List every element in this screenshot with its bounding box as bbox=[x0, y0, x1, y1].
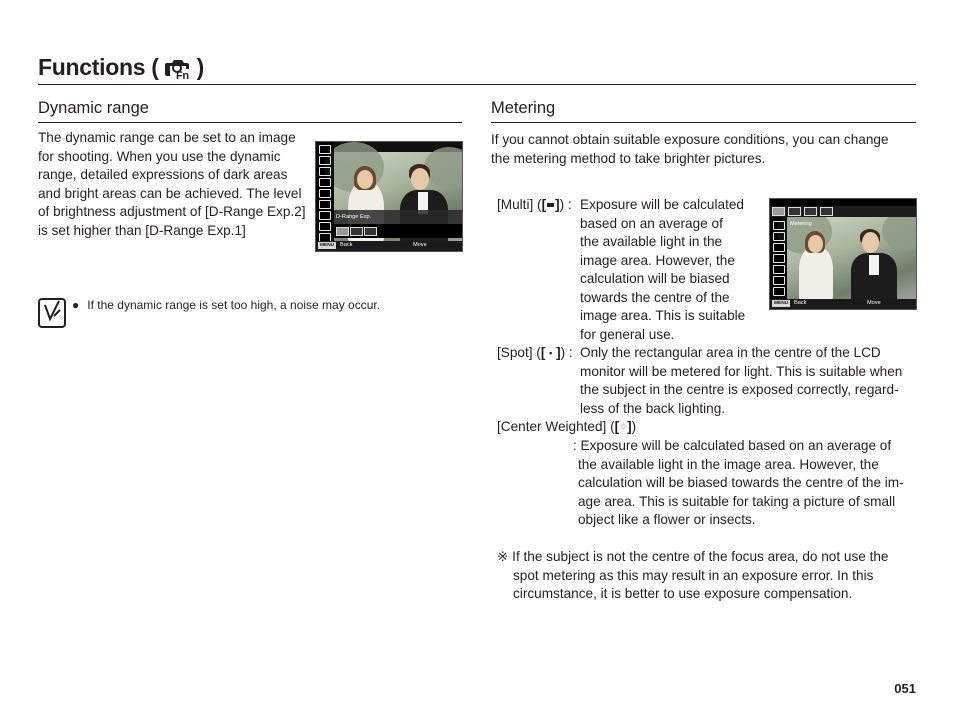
text-line: for shooting. When you use the dynamic bbox=[38, 148, 281, 164]
menu-icon bbox=[319, 167, 331, 176]
dynamic-range-description bbox=[38, 129, 318, 240]
move-label: Move bbox=[867, 300, 881, 306]
text-line: based on an average of bbox=[580, 215, 723, 231]
text-line: the subject in the centre is exposed correctly, regard- bbox=[580, 382, 899, 397]
menu-key: MENU bbox=[320, 243, 335, 248]
spot-close: ) : bbox=[560, 345, 573, 360]
menu-icon-column bbox=[316, 142, 334, 242]
text-line: image area. This is suitable bbox=[580, 308, 746, 323]
spot-label-text: [Spot] ( bbox=[497, 345, 541, 360]
menu-icon bbox=[319, 156, 331, 165]
option-spot[interactable] bbox=[788, 207, 801, 216]
d-range-label-bar bbox=[334, 210, 462, 224]
center-label-text: [Center Weighted] ( bbox=[497, 419, 615, 434]
center-close: ) bbox=[631, 419, 637, 434]
d-range-options bbox=[334, 224, 462, 238]
camera-preview-photo bbox=[787, 217, 916, 299]
text-line: object like a flower or insects. bbox=[578, 512, 756, 527]
text-line: age area. This is suitable for taking a picture of small bbox=[578, 493, 896, 509]
menu-icon bbox=[773, 243, 785, 252]
menu-icon bbox=[773, 254, 785, 263]
menu-icon bbox=[773, 276, 785, 285]
option-exp-2[interactable] bbox=[364, 227, 377, 236]
menu-icon bbox=[773, 265, 785, 274]
text-line: image area. However, the bbox=[580, 252, 735, 268]
spot-description bbox=[580, 344, 920, 418]
dynamic-range-screen bbox=[315, 141, 463, 252]
multi-description bbox=[580, 196, 765, 344]
text-line: towards the centre of the bbox=[580, 289, 730, 305]
page-title bbox=[38, 54, 204, 81]
text-line: ※ If the subject is not the centre of the focus area, do not use the bbox=[497, 549, 889, 564]
d-range-label: D-Range Exp. bbox=[336, 214, 372, 220]
menu-icon-column bbox=[770, 217, 787, 299]
center-weighted-icon: [◌] bbox=[614, 419, 632, 434]
center-weighted-label bbox=[497, 418, 636, 437]
text-line: monitor will be metered for light. This is suitable when bbox=[580, 363, 903, 379]
text-line: Only the rectangular area in the centre of the LCD bbox=[580, 345, 881, 360]
metering-screen bbox=[769, 198, 917, 310]
multi-label bbox=[497, 196, 572, 215]
menu-icon bbox=[319, 200, 331, 209]
text-line: and bright areas can be achieved. The level bbox=[38, 185, 302, 201]
text-line: for general use. bbox=[580, 326, 675, 342]
option-exp-1[interactable] bbox=[350, 227, 363, 236]
screen-footer bbox=[316, 241, 462, 251]
text-line: range, detailed expressions of dark areas bbox=[38, 167, 288, 182]
text-line: circumstance, it is better to use exposure compensation. bbox=[513, 586, 853, 601]
title-suffix: ) bbox=[196, 54, 204, 80]
center-weighted-description bbox=[573, 437, 918, 530]
move-label: Move bbox=[413, 242, 427, 248]
metering-divider bbox=[491, 122, 916, 123]
menu-icon bbox=[319, 189, 331, 198]
spot-label bbox=[497, 344, 573, 363]
multi-metering-icon: [ ] bbox=[541, 197, 560, 212]
note-text: If the dynamic range is set too high, a noise may occur. bbox=[87, 298, 381, 312]
dynamic-range-heading: Dynamic range bbox=[38, 99, 149, 117]
menu-key: MENU bbox=[774, 301, 789, 306]
metering-warning bbox=[497, 548, 917, 604]
text-line: of brightness adjustment of [D-Range Exp.2] bbox=[38, 204, 306, 219]
dynamic-range-divider bbox=[38, 122, 462, 123]
option-off[interactable] bbox=[336, 227, 349, 236]
menu-icon bbox=[773, 221, 785, 230]
title-divider bbox=[38, 84, 916, 85]
note-icon bbox=[38, 296, 66, 328]
title-prefix: Functions ( bbox=[38, 54, 159, 80]
page-number: 051 bbox=[894, 681, 916, 696]
multi-label-text: [Multi] ( bbox=[497, 197, 542, 212]
back-label: Back bbox=[794, 300, 807, 306]
text-line: : Exposure will be calculated based on an average of bbox=[573, 438, 892, 453]
spot-metering-icon: [ • ] bbox=[540, 345, 561, 360]
text-line: calculation will be biased bbox=[580, 271, 730, 286]
text-line: The dynamic range can be set to an image bbox=[38, 130, 296, 145]
back-label: Back bbox=[340, 242, 353, 248]
menu-icon bbox=[319, 178, 331, 187]
menu-icon bbox=[773, 232, 785, 241]
text-line: Exposure will be calculated bbox=[580, 197, 744, 212]
metering-options bbox=[770, 206, 916, 217]
camera-fn-icon bbox=[163, 56, 193, 80]
menu-icon bbox=[773, 287, 785, 296]
menu-icon bbox=[319, 222, 331, 231]
metering-intro bbox=[491, 131, 916, 168]
text-line: calculation will be biased towards the centre of the im- bbox=[578, 475, 904, 490]
menu-icon bbox=[319, 211, 331, 220]
screen-footer bbox=[770, 299, 916, 309]
metering-heading: Metering bbox=[491, 99, 556, 117]
svg-text:Fn: Fn bbox=[175, 69, 189, 80]
multi-close: ) : bbox=[559, 197, 572, 212]
option-multi[interactable] bbox=[772, 207, 785, 216]
option-center-2[interactable] bbox=[820, 207, 833, 216]
noise-note bbox=[72, 298, 380, 312]
menu-icon bbox=[319, 145, 331, 154]
bullet: ● bbox=[72, 298, 80, 312]
text-line: the metering method to take brighter pictures. bbox=[491, 150, 766, 166]
text-line: spot metering as this may result in an exposure error. In this bbox=[513, 567, 874, 583]
option-center[interactable] bbox=[804, 207, 817, 216]
text-line: is set higher than [D-Range Exp.1] bbox=[38, 222, 246, 238]
text-line: the available light in the image area. However, the bbox=[578, 456, 879, 472]
metering-label: Metering bbox=[790, 221, 812, 227]
text-line: If you cannot obtain suitable exposure conditions, you can change bbox=[491, 132, 889, 147]
text-line: the available light in the bbox=[580, 234, 723, 249]
text-line: less of the back lighting. bbox=[580, 400, 726, 416]
